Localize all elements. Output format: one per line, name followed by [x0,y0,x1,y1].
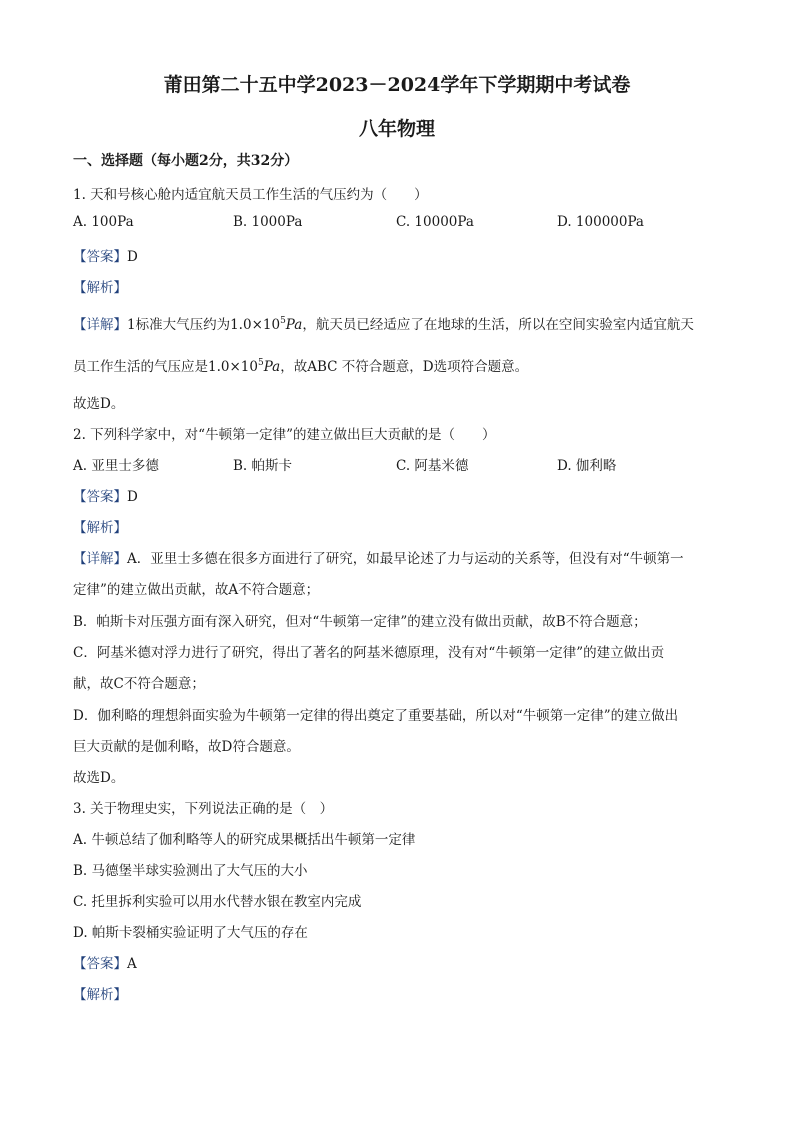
q2-detail-line3: B．帕斯卡对压强方面有深入研究，但对“牛顿第一定律”的建立没有做出贡献，故B不符合题意； [73,614,647,630]
q2-conclusion: 故选D。 [73,770,125,786]
q3-option-b: B. 马德堡半球实验测出了大气压的大小 [73,863,308,879]
q1-formula-2 [208,359,280,375]
q2-option-b: B. 帕斯卡 [233,458,293,474]
q2-option-d: D. 伽利略 [557,458,617,474]
q1-answer [73,245,138,265]
formula-unit: Pa [285,317,303,333]
q1-detail-d: ，故ABC 不符合题意，D选项符合题意。 [280,359,529,375]
q2-detail-line1 [73,547,684,567]
q3-answer [73,952,137,972]
q2-detail-line2: 定律”的建立做出贡献，故A不符合题意； [73,582,320,598]
formula-unit: Pa [263,359,281,375]
q3-answer-value: A [127,956,137,972]
q1-option-d: D. 100000Pa [557,214,644,230]
q2-answer-value: D [127,489,138,505]
q1-detail-b: ，航天员已经适应了在地球的生活，所以在空间实验室内适宜航天 [302,317,694,333]
q1-answer-value: D [127,249,138,265]
detail-label: 【详解】 [73,317,127,333]
q3-option-c: C. 托里拆利实验可以用水代替水银在教室内完成 [73,894,362,910]
q1-option-b: B. 1000Pa [233,214,303,230]
analysis-label: 【解析】 [73,987,127,1003]
q2-detail-1: A．亚里士多德在很多方面进行了研究，如最早论述了力与运动的关系等，但没有对“牛顿第一 [127,551,684,567]
q2-detail-line4: C．阿基米德对浮力进行了研究，得出了著名的阿基米德原理，没有对“牛顿第一定律”的建立做出贡 [73,645,665,661]
q2-stem: 2. 下列科学家中，对“牛顿第一定律”的建立做出巨大贡献的是（ ） [73,427,496,443]
q2-option-a: A. 亚里士多德 [73,458,159,474]
analysis-label: 【解析】 [73,280,127,296]
q1-detail-line1 [73,313,694,333]
q1-detail-c: 员工作生活的气压应是 [73,359,208,375]
q3-option-a: A. 牛顿总结了伽利略等人的研究成果概括出牛顿第一定律 [73,832,416,848]
q1-option-a: A. 100Pa [73,214,134,230]
q1-analysis-label [73,276,127,296]
q1-detail-line2 [73,355,528,375]
formula-exponent: 5 [257,358,264,368]
detail-label: 【详解】 [73,551,127,567]
q3-analysis-label [73,983,127,1003]
q2-detail-line7: 巨大贡献的是伽利略，故D符合题意。 [73,739,300,755]
exam-title: 莆田第二十五中学2023－2024学年下学期期中考试卷 [163,74,631,96]
q3-stem: 3. 关于物理史实，下列说法正确的是（ ） [73,801,334,817]
section-heading: 一、选择题（每小题2分，共32分） [73,153,299,169]
formula-coefficient: 1.0×10 [208,359,258,375]
q1-conclusion: 故选D。 [73,396,125,412]
formula-coefficient: 1.0×10 [230,317,281,333]
q2-option-c: C. 阿基米德 [396,458,469,474]
answer-label: 【答案】 [73,249,127,265]
q2-answer [73,485,138,505]
exam-subtitle: 八年物理 [358,118,435,140]
q1-formula-1 [230,317,302,333]
formula-exponent: 5 [280,316,286,326]
q2-detail-line5: 献，故C不符合题意； [73,676,205,692]
answer-label: 【答案】 [73,489,127,505]
q2-detail-line6: D．伽利略的理想斜面实验为牛顿第一定律的得出奠定了重要基础，所以对“牛顿第一定律”的建立做出 [73,708,679,724]
answer-label: 【答案】 [73,956,127,972]
q3-option-d: D. 帕斯卡裂桶实验证明了大气压的存在 [73,925,308,941]
q1-stem: 1. 天和号核心舱内适宜航天员工作生活的气压约为（ ） [73,187,428,203]
analysis-label: 【解析】 [73,520,127,536]
q2-analysis-label [73,516,127,536]
q1-detail-a: 1标准大气压约为 [127,317,231,333]
q1-option-c: C. 10000Pa [396,214,474,230]
